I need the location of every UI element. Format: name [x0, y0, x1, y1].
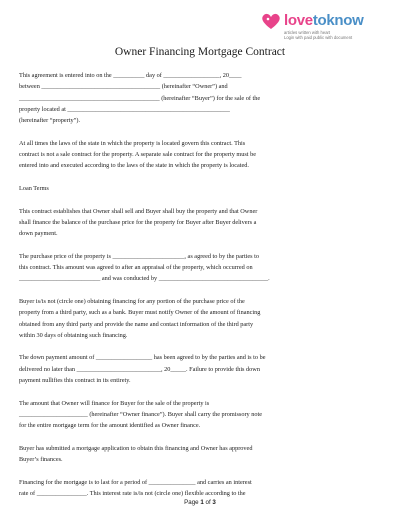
paragraph — [19, 443, 383, 466]
paragraph — [19, 183, 383, 194]
paragraph-line: down payment. — [19, 230, 58, 238]
paragraph — [19, 398, 383, 432]
paragraph-line: property located at ____________________________________________________ — [19, 105, 230, 113]
paragraph-line: delivered no later than ___________________________, 20_____. Failure to provide this down — [19, 365, 260, 373]
paragraph-line: __________________________ and was conducted by ___________________________________. — [19, 275, 270, 283]
paragraph-line: this contract. This amount was agreed to after an appraisal of the property, which occurred on — [19, 264, 253, 272]
paragraph-line: within 30 days of obtaining such financing. — [19, 331, 128, 339]
paragraph-line: Buyer is/is not (circle one) obtaining financing for any portion of the purchase price of the — [19, 297, 245, 305]
paragraph-line: The amount that Owner will finance for Buyer for the sale of the property is — [19, 399, 210, 407]
logo-tagline-line1: articles written with heart — [284, 30, 331, 35]
paragraph-line: for the entire mortgage term for the amount identified as Owner finance. — [19, 422, 201, 430]
paragraph-line: obtained from any third party and provide the name and contact information of the third party — [19, 320, 254, 328]
paragraph-line: rate of ________________. This interest rate is/is not (circle one) flexible according to the — [19, 489, 246, 497]
paragraph-line: Buyer has submitted a mortgage application to obtain this financing and Owner has approved — [19, 444, 253, 452]
paragraph-line: The down payment amount of __________________ has been agreed to by the parties and is to be — [19, 354, 266, 362]
logo-tagline — [284, 30, 352, 40]
paragraph-line: contract is not a sale contract for the property. A separate sale contract for the property must be — [19, 151, 257, 159]
lovetoknow-logo — [260, 10, 386, 44]
document-title: Owner Financing Mortgage Contract — [114, 46, 286, 58]
paragraph — [19, 70, 383, 126]
paragraph — [19, 138, 383, 172]
heart-icon — [260, 10, 282, 32]
page-label: Page — [184, 499, 201, 506]
paragraph-line: This contract establishes that Owner shall sell and Buyer shall buy the property and that Owner — [19, 207, 258, 215]
logo-tagline-line2: Login with paid public with document — [284, 35, 353, 40]
page-number: 1 — [200, 499, 204, 506]
paragraph-line: This agreement is entered into on the __________ day of __________________, 20____ — [19, 72, 242, 79]
page-footer — [0, 499, 400, 506]
paragraph — [19, 296, 383, 341]
document-body — [19, 70, 383, 511]
logo-wordmark — [284, 12, 364, 29]
paragraph-line: Financing for the mortgage is to last for a period of _______________ and carries an interest — [19, 478, 252, 486]
paragraph-line: property from a third party, such as a bank. Buyer must notify Owner of the amount of financing — [19, 309, 261, 317]
paragraph-line: ______________________ (hereinafter “Owner finance”). Buyer shall carry the promissory note — [19, 410, 262, 418]
paragraph-line: between ______________________________________ (hereinafter “Owner”) and — [19, 83, 228, 91]
logo-word-toknow: toknow — [312, 12, 364, 29]
paragraph-line: entered into and executed according to the laws of the state in which the property is located. — [19, 162, 249, 170]
paragraph-line: payment nullifies this contract in its entirety. — [19, 377, 131, 385]
paragraph-line: Loan Terms — [19, 184, 49, 192]
page-of-label: of — [203, 499, 213, 506]
paragraph — [19, 206, 383, 240]
paragraph — [19, 352, 383, 386]
paragraph — [19, 477, 383, 500]
paragraph-line: The purchase price of the property is _______________________, as agreed to by the parties to — [19, 252, 260, 260]
logo-word-love: love — [284, 12, 313, 29]
page-total: 3 — [212, 499, 216, 506]
paragraph-line: At all times the laws of the state in which the property is located govern this contract. This — [19, 139, 246, 147]
paragraph-line: (hereinafter “property”). — [19, 117, 81, 125]
paragraph — [19, 251, 383, 285]
paragraph-line: shall finance the balance of the purchase price for the property for Buyer after Buyer delivers a — [19, 218, 257, 226]
paragraph-line: _____________________________________________ (hereinafter “Buyer”) for the sale of the — [19, 94, 261, 102]
paragraph-line: Buyer’s finances. — [19, 456, 63, 464]
